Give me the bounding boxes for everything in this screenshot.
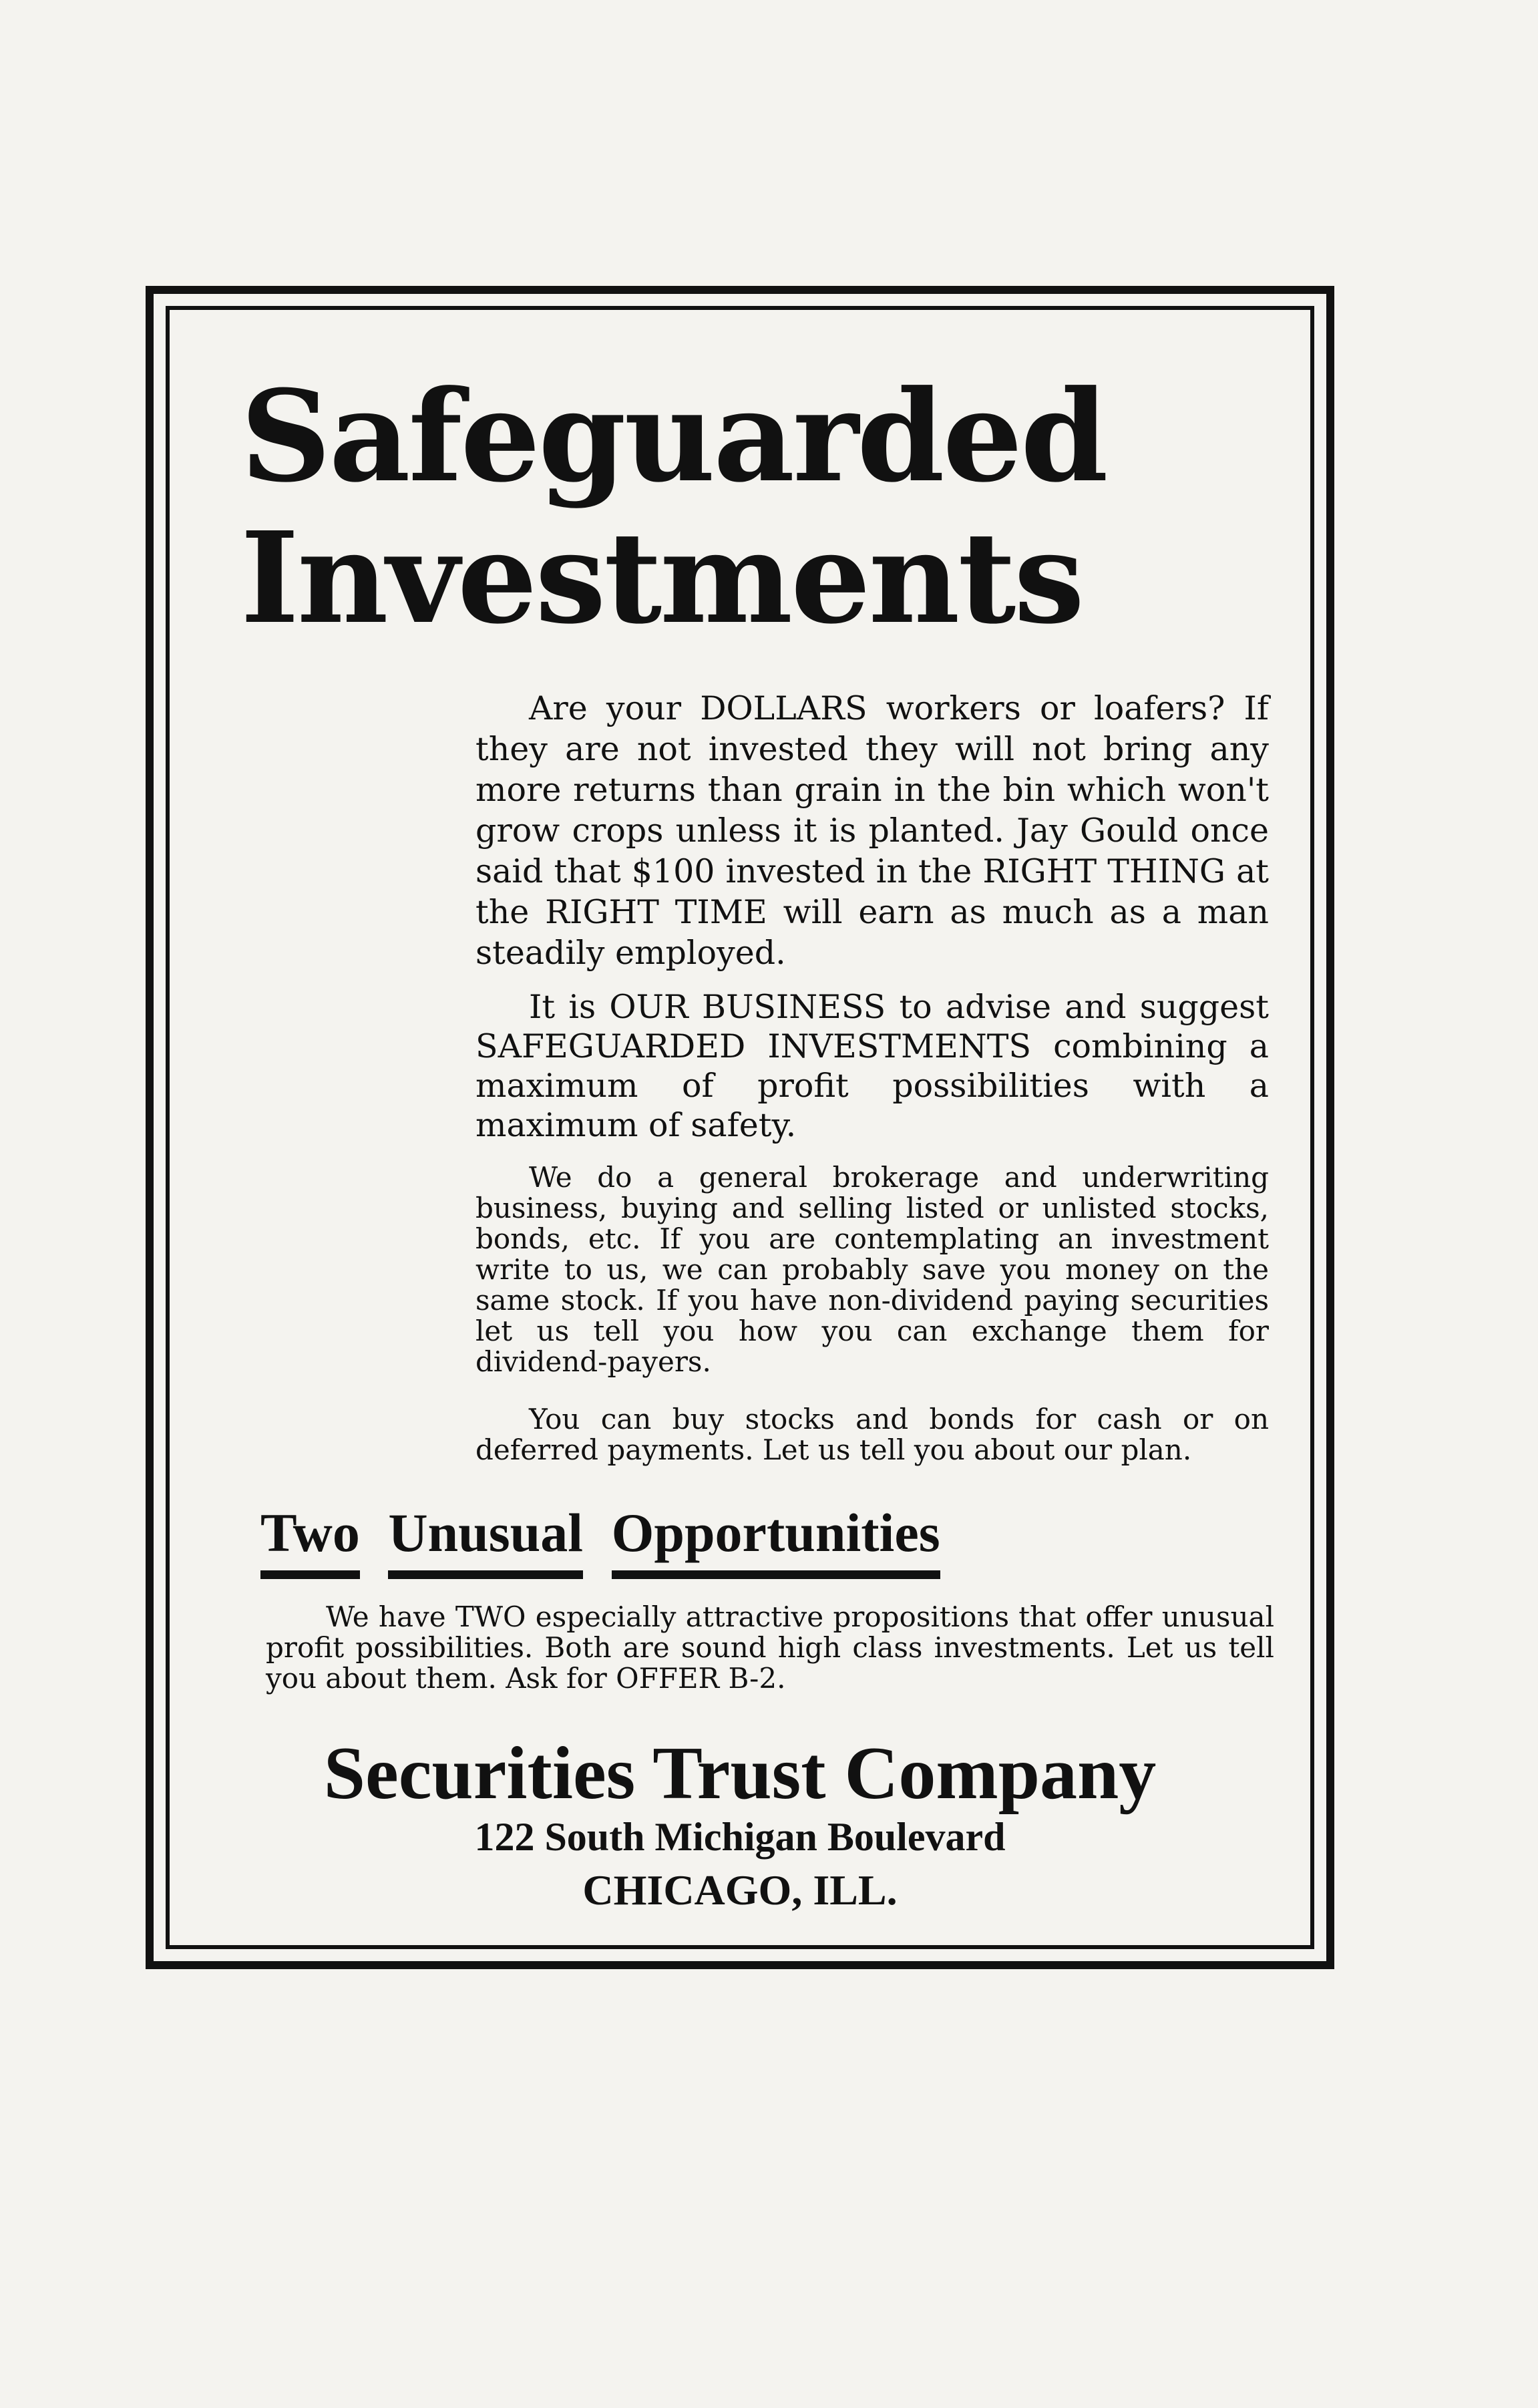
headline-line-1: Safeguarded <box>240 363 1107 510</box>
paragraph-brokerage: We do a general brokerage and underwriting business, buying and selling listed or unlisted stocks, bonds, etc. If you are contemplating an investment write to us, we can probably save you money on the same stock. If you have non-dividend paying securities let us tell you how you can exchange them for dividend-payers. <box>475 1161 1269 1378</box>
headline <box>240 363 1107 652</box>
company-city: CHICAGO, ILL. <box>582 1866 898 1914</box>
paragraph-offer: We have TWO especially attractive propositions that offer unusual profit possibilities. Both are sound high class investments. Let us tell you about them. Ask for OFFER B-2. <box>266 1600 1274 1695</box>
paragraph-dollars: Are your DOLLARS workers or loafers? If they are not invested they will not bring any more returns than grain in the bin which won't grow crops unless it is planted. Jay Gould once said that $100 invested in the RIGHT THING at the RIGHT TIME will earn as much as a man steadily employed. <box>475 689 1269 972</box>
company-name: Securities Trust Company <box>323 1732 1157 1815</box>
heading-word-unusual: Unusual <box>388 1500 583 1579</box>
heading-word-two: Two <box>260 1500 360 1579</box>
paragraph-our-business: It is OUR BUSINESS to advise and suggest SAFEGUARDED INVESTMENTS combining a maximum of profit possibilities with a maximum of safety. <box>475 988 1269 1144</box>
heading-word-opportunities: Opportunities <box>612 1500 940 1579</box>
paragraph-deferred-payments: You can buy stocks and bonds for cash or on deferred payments. Let us tell you about our plan. <box>475 1403 1269 1466</box>
headline-line-2: Investments <box>240 504 1083 652</box>
company-street-address: 122 South Michigan Boulevard <box>474 1815 1006 1859</box>
section-heading-opportunities <box>260 1500 955 1579</box>
